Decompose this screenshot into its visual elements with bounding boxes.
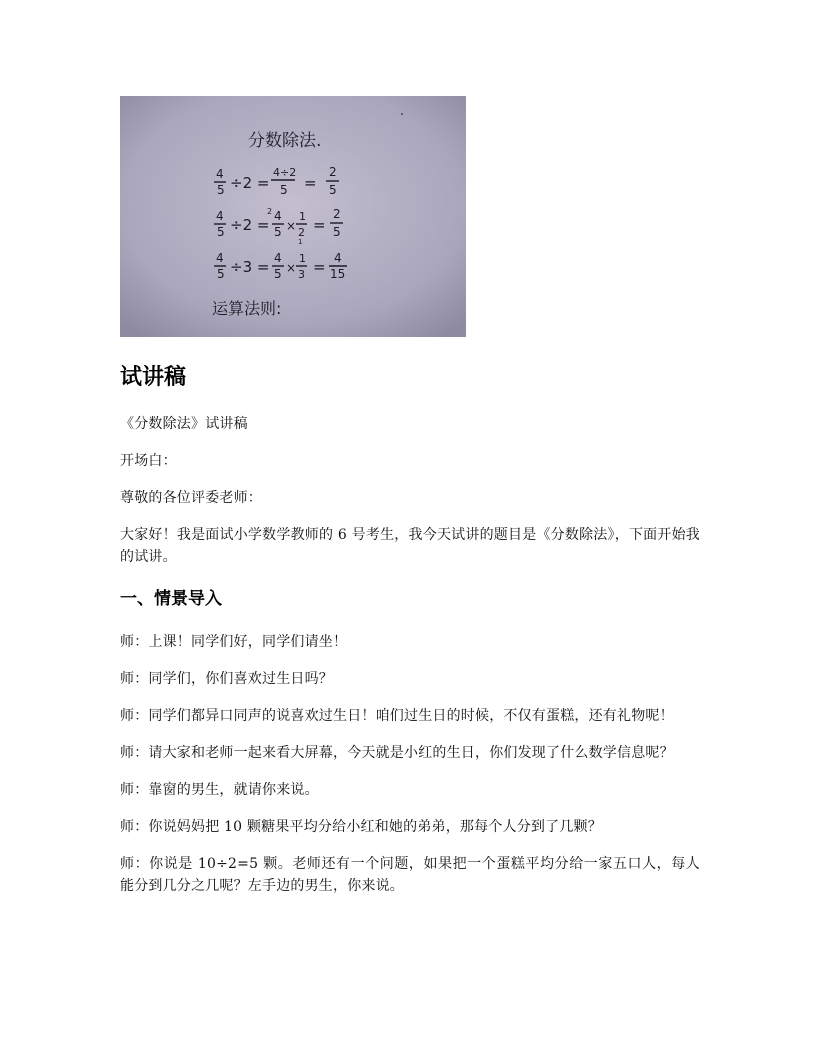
lesson-title: 《分数除法》试讲稿 [120, 416, 248, 432]
svg-text:4÷2: 4÷2 [273, 166, 297, 179]
svg-text:÷2 =: ÷2 = [230, 216, 270, 234]
dialogue-paragraph: 师：上课！同学们好，同学们请坐！ [120, 634, 348, 650]
svg-text:5: 5 [217, 225, 225, 239]
svg-text:=: = [313, 216, 326, 234]
svg-text:4: 4 [334, 251, 342, 265]
dialogue-paragraph: 师：同学们，你们喜欢过生日吗？ [120, 671, 333, 687]
svg-text:5: 5 [217, 267, 225, 281]
svg-text:5: 5 [274, 225, 282, 239]
svg-text:5: 5 [333, 225, 341, 239]
svg-text:÷3 =: ÷3 = [230, 258, 270, 276]
svg-text:1: 1 [299, 210, 306, 223]
svg-text:=: = [304, 174, 317, 192]
svg-text:2: 2 [267, 207, 273, 216]
svg-text:4: 4 [216, 251, 224, 265]
opening-label: 开场白： [120, 453, 177, 469]
dialogue-paragraph: 师：你说是 10÷2=5 颗。老师还有一个问题，如果把一个蛋糕平均分给一家五口人，每人能分到几分之几呢？左手边的男生，你来说。 [120, 856, 700, 894]
svg-text:5: 5 [329, 183, 337, 197]
handwritten-math-photo [120, 96, 466, 337]
svg-text:4: 4 [274, 209, 282, 223]
dialogue-paragraph: 师：同学们都异口同声的说喜欢过生日！咱们过生日的时候，不仅有蛋糕，还有礼物呢！ [120, 708, 674, 724]
svg-text:÷2 =: ÷2 = [230, 174, 270, 192]
svg-text:4: 4 [216, 167, 224, 181]
salutation: 尊敬的各位评委老师： [120, 490, 262, 506]
photo-footer: 运算法则: [212, 299, 282, 318]
dialogue-paragraph: 师：你说妈妈把 10 颗糖果平均分给小红和她的弟弟，那每个人分到了几颗？ [120, 819, 602, 835]
photo-canvas [120, 96, 466, 337]
svg-text:4: 4 [274, 251, 282, 265]
section-heading-1: 一、情景导入 [120, 589, 222, 609]
svg-text:4: 4 [216, 209, 224, 223]
dialogue-paragraph: 师：请大家和老师一起来看大屏幕，今天就是小红的生日，你们发现了什么数学信息呢？ [120, 745, 674, 761]
self-introduction: 大家好！我是面试小学数学教师的 6 号考生，我今天试讲的题目是《分数除法》，下面开始我的试讲。 [120, 527, 700, 565]
photo-title: 分数除法. [248, 131, 322, 151]
svg-text:×: × [286, 219, 297, 233]
svg-text:5: 5 [280, 183, 288, 197]
svg-text:×: × [286, 261, 297, 275]
svg-text:1: 1 [299, 252, 306, 265]
svg-text:2: 2 [333, 207, 341, 221]
dialogue-paragraph: 师：靠窗的男生，就请你来说。 [120, 782, 319, 798]
document-page [120, 96, 700, 897]
svg-text:15: 15 [330, 267, 346, 281]
svg-text:3: 3 [298, 268, 305, 281]
svg-text:2: 2 [329, 165, 337, 179]
svg-text:5: 5 [217, 183, 225, 197]
svg-text:1: 1 [298, 238, 303, 246]
svg-text:=: = [313, 258, 326, 276]
svg-text:2: 2 [298, 226, 305, 239]
svg-text:5: 5 [274, 267, 282, 281]
page-title: 试讲稿 [120, 365, 187, 390]
